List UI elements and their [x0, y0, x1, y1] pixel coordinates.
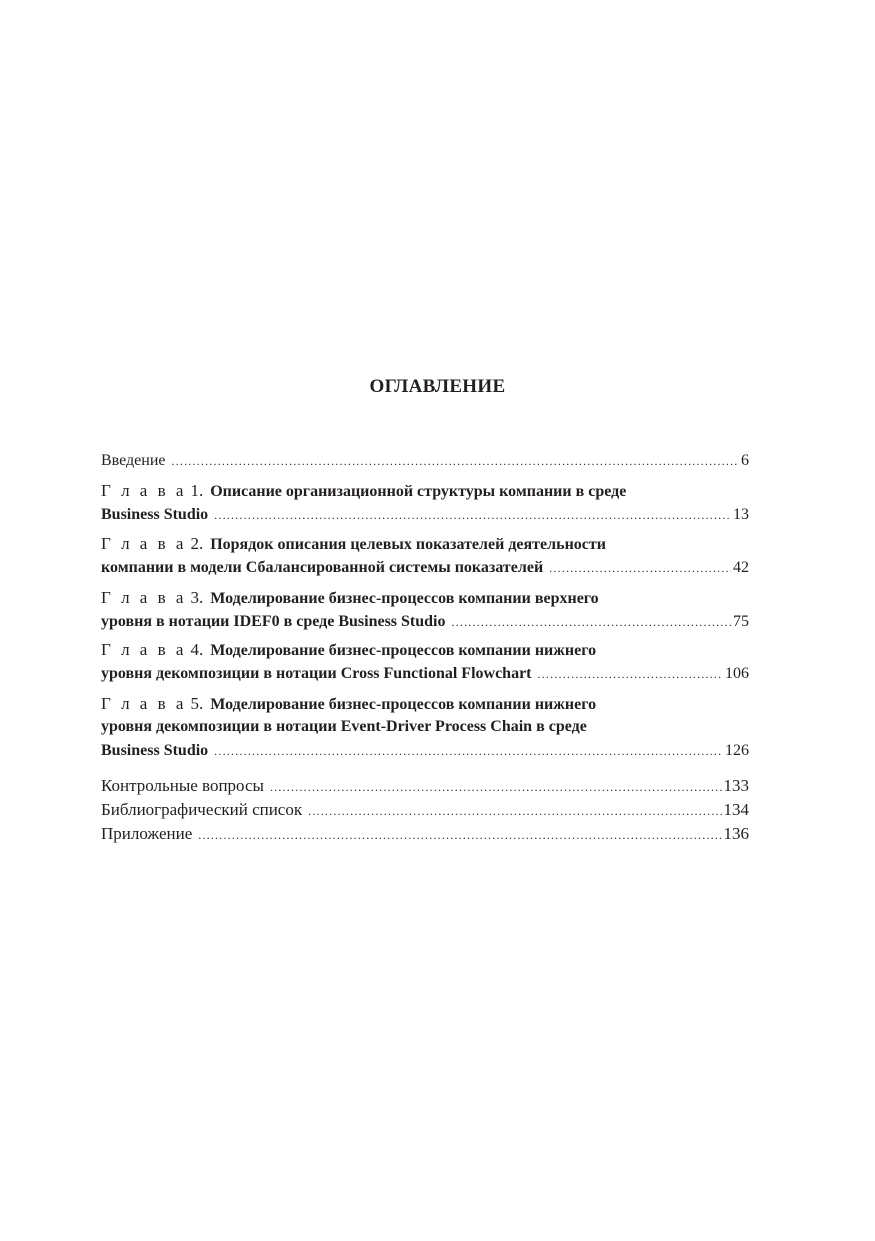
toc-chapter-3-last-line[interactable] [101, 611, 749, 633]
toc-chapter-1-last-line[interactable] [101, 504, 749, 526]
toc-page-number: 6 [741, 452, 749, 469]
chapter-number: 4. [190, 640, 204, 659]
chapter-prefix: Г л а в а [101, 588, 187, 607]
toc-entry-label: Контрольные вопросы [101, 776, 264, 795]
chapter-title-continued: уровня декомпозиции в нотации Cross Functional Flowchart [101, 665, 532, 682]
toc-chapter-1-heading[interactable] [101, 480, 749, 502]
leader-dots [549, 557, 731, 579]
toc-chapter-3-heading[interactable] [101, 587, 749, 609]
toc-page-number: 126 [725, 742, 749, 759]
toc-chapter-5-heading[interactable] [101, 693, 749, 715]
chapter-title: Порядок описания целевых показателей деятельности [210, 536, 606, 553]
toc-entry-label: Приложение [101, 824, 193, 843]
page-title: ОГЛАВЛЕНИЕ [369, 376, 506, 397]
chapter-title-continued: Business Studio [101, 742, 209, 759]
toc-entry-questions[interactable] [101, 775, 749, 797]
toc-entry-bibliography[interactable] [101, 799, 749, 821]
chapter-number: 2. [190, 534, 204, 553]
chapter-number: 3. [190, 588, 204, 607]
chapter-title: Моделирование бизнес-процессов компании верхнего [210, 590, 599, 607]
chapter-title: Моделирование бизнес-процессов компании нижнего [210, 696, 597, 713]
leader-dots [172, 450, 740, 472]
chapter-prefix: Г л а в а [101, 694, 187, 713]
leader-dots [538, 663, 723, 685]
chapter-title-continued: уровня в нотации IDEF0 в среде Business Studio [101, 613, 446, 630]
chapter-title: Описание организационной структуры компании в среде [210, 483, 627, 500]
toc-chapter-2-heading[interactable] [101, 533, 749, 555]
leader-dots [308, 800, 721, 822]
toc-page-number: 42 [733, 559, 749, 576]
chapter-prefix: Г л а в а [101, 534, 187, 553]
chapter-prefix: Г л а в а [101, 640, 187, 659]
toc-entry-appendix[interactable] [101, 823, 749, 845]
leader-dots [214, 740, 723, 762]
toc-page-number: 133 [723, 776, 749, 795]
toc-chapter-2-last-line[interactable] [101, 557, 749, 579]
leader-dots [270, 776, 722, 798]
leader-dots [198, 824, 721, 846]
chapter-title-continued: Business Studio [101, 506, 209, 523]
toc-page-number: 136 [723, 824, 749, 843]
toc-page-number: 106 [725, 665, 749, 682]
chapter-title: Моделирование бизнес-процессов компании нижнего [210, 642, 597, 659]
toc-page-number: 13 [733, 506, 749, 523]
toc-chapter-4-last-line[interactable] [101, 663, 749, 685]
toc-page-number: 75 [733, 613, 749, 630]
leader-dots [452, 611, 732, 633]
toc-entry-label: Введение [101, 452, 166, 469]
toc-entry-intro[interactable] [101, 450, 749, 472]
toc-page-number: 134 [723, 800, 749, 819]
toc-entry-label: Библиографический список [101, 800, 303, 819]
chapter-number: 1. [190, 481, 204, 500]
toc-chapter-5-last-line[interactable] [101, 740, 749, 762]
toc-chapter-4-heading[interactable] [101, 639, 749, 661]
toc-chapter-5-middle-line: уровня декомпозиции в нотации Event-Driver Process Chain в среде [101, 718, 587, 735]
chapter-title-continued: компании в модели Сбалансированной системы показателей [101, 559, 544, 576]
leader-dots [214, 504, 731, 526]
chapter-number: 5. [190, 694, 204, 713]
chapter-prefix: Г л а в а [101, 481, 187, 500]
